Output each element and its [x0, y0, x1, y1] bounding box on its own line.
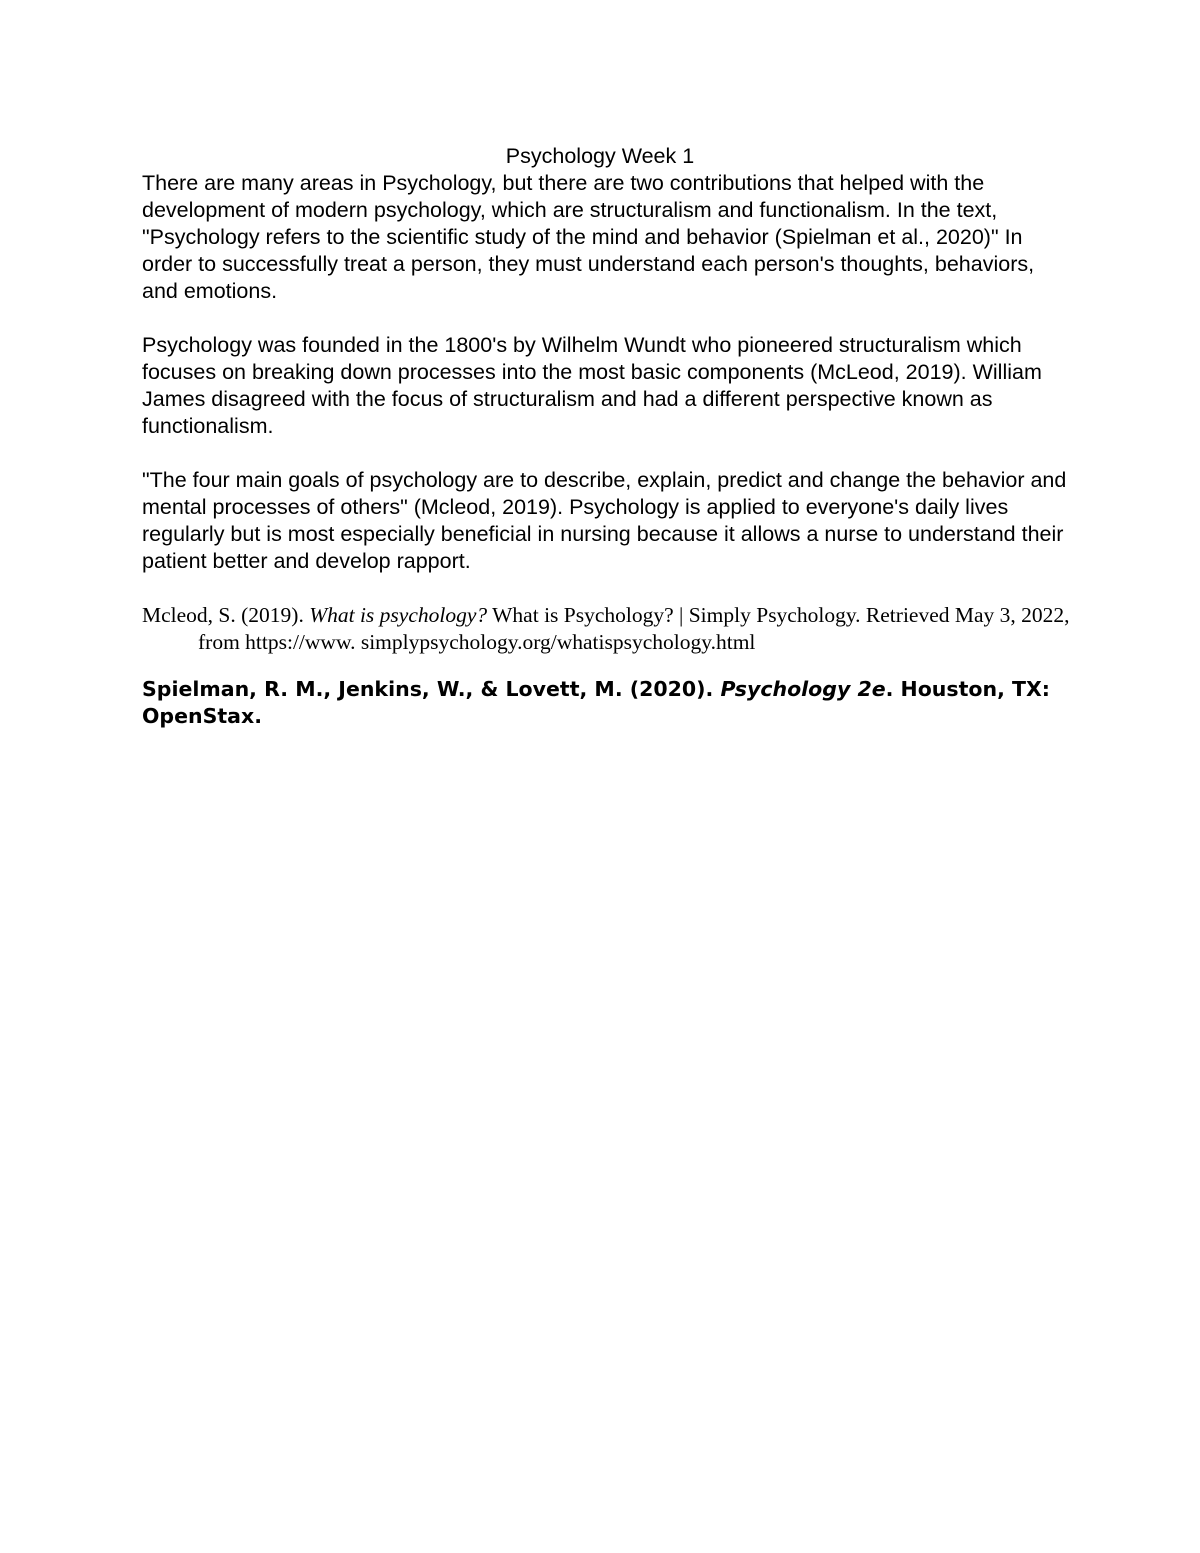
reference-mcleod-title: What is psychology? [309, 603, 488, 627]
reference-spielman [142, 676, 1072, 730]
reference-spielman-title: Psychology 2e [720, 677, 886, 701]
references [142, 602, 1072, 730]
document-title: Psychology Week 1 [505, 144, 695, 168]
paragraph-goals: "The four main goals of psychology are to describe, explain, predict and change the behavior and mental processes of others" (Mcleod, 2019). Psychology is applied to everyone's daily lives regularly but is most especially beneficial in nursing because it allows a nurse to understand their patient better and develop rapport. [142, 468, 1067, 573]
paragraph-history: Psychology was founded in the 1800's by Wilhelm Wundt who pioneered structuralism which focuses on breaking down processes into the most basic components (McLeod, 2019). William James disagreed with the focus of structuralism and had a different perspective known as functionalism. [142, 333, 1042, 438]
reference-spielman-source: . Houston, TX: OpenStax. [142, 677, 1050, 728]
paragraph-intro: There are many areas in Psychology, but there are two contributions that helped with the development of modern psychology, which are structuralism and functionalism. In the text, "Psychology refers to the scientific study of the mind and behavior (Spielman et al., 2020)" In order to successfully treat a person, they must understand each person's thoughts, behaviors, and emotions. [142, 171, 1035, 303]
reference-mcleod [142, 602, 1072, 656]
reference-mcleod-authors: Mcleod, S. (2019). [142, 603, 310, 627]
document-body [142, 143, 1072, 730]
reference-spielman-authors: Spielman, R. M., Jenkins, W., & Lovett, M. (2020). [142, 677, 721, 701]
reference-mcleod-source: What is Psychology? | Simply Psychology. Retrieved May 3, 2022, from https://www. simplypsychology.org/whatispsychology.html [198, 603, 1070, 654]
